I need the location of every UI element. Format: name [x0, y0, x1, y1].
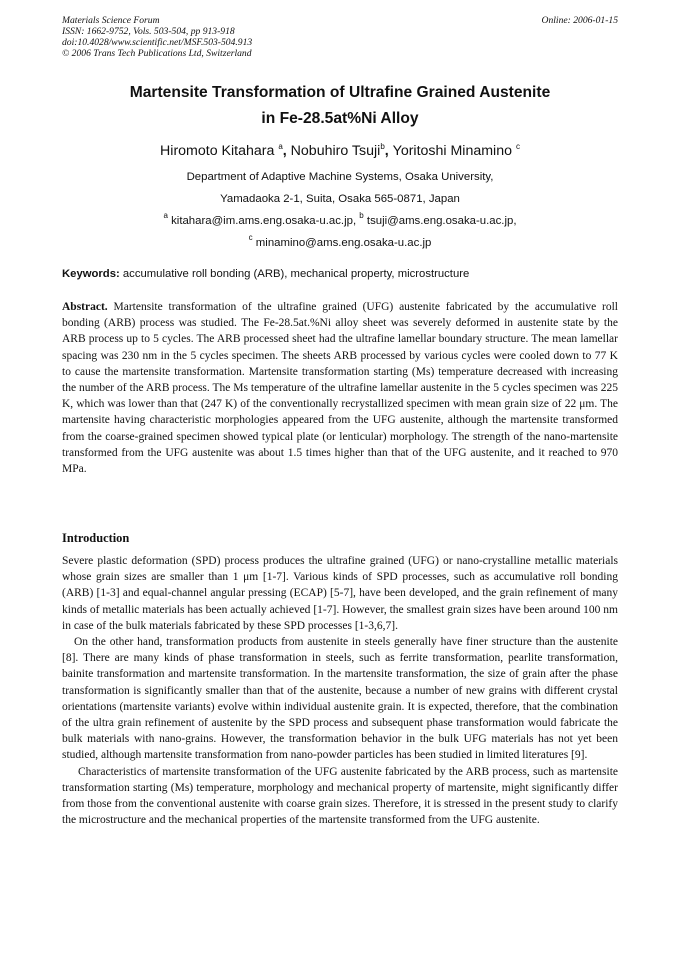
author-separator: , — [384, 143, 393, 159]
email-line — [62, 232, 618, 254]
title-line-2: in Fe-28.5at%Ni Alloy — [261, 110, 419, 127]
copyright-line: © 2006 Trans Tech Publications Ltd, Switzerland — [62, 48, 252, 59]
email-superscript: c — [248, 233, 253, 242]
address-line: Yamadaoka 2-1, Suita, Osaka 565-0871, Japan — [220, 193, 460, 205]
author-list — [62, 141, 618, 161]
introduction-body — [62, 553, 618, 828]
paragraph: Characteristics of martensite transformation of the UFG austenite fabricated by the ARB process, such as martensite transformation starting (Ms) temperature, morphology and mechanical property of martensite, might significantly differ from those from the conventional austenite with coarse grain sizes. Therefore, it is stressed in the present study to clarify the microstructure and the mechanical properties of the martensite transformed from the UFG austenite. — [62, 765, 618, 827]
email-address: tsuji@ams.eng.osaka-u.ac.jp, — [363, 215, 517, 227]
keywords-label: Keywords: — [62, 268, 120, 280]
email-line — [62, 210, 618, 232]
publication-header — [62, 15, 618, 59]
affiliation-block — [62, 166, 618, 254]
email-superscript: b — [359, 211, 364, 220]
abstract-label: Abstract. — [62, 301, 108, 313]
author-name: Hiromoto Kitahara — [160, 143, 279, 159]
paper-title — [62, 80, 618, 132]
author-superscript: b — [380, 142, 385, 151]
paragraph: Severe plastic deformation (SPD) process produces the ultrafine grained (UFG) or nano-crystalline metallic materials whose grain sizes are smaller than 1 μm [1-7]. Various kinds of SPD processes, such as accumulative roll bonding (ARB) [1-3] and equal-channel angular pressing (ECAP) [5-7], have been developed, and the grain refinement of many kinds of metallic materials has been actually achieved [1-7]. However, the smallest grain sizes have been around 100 nm in case of the bulk materials fabricated by these SPD processes [1-3,6,7]. — [62, 555, 618, 632]
keywords — [62, 266, 618, 282]
author-superscript: c — [515, 142, 520, 151]
affiliation-line: Department of Adaptive Machine Systems, Osaka University, — [186, 171, 494, 183]
doi-line: doi:10.4028/www.scientific.net/MSF.503-504.913 — [62, 37, 253, 48]
section-heading: Introduction — [62, 531, 130, 545]
email-address: kitahara@im.ams.eng.osaka-u.ac.jp, — [167, 215, 360, 227]
online-date: Online: 2006-01-15 — [541, 15, 618, 26]
author-name: Nobuhiro Tsuji — [290, 143, 381, 159]
author-name: Yoritoshi Minamino — [392, 143, 516, 159]
title-line-1: Martensite Transformation of Ultrafine Grained Austenite — [129, 84, 551, 101]
journal-name: Materials Science Forum — [62, 15, 160, 26]
email-address: minamino@ams.eng.osaka-u.ac.jp — [252, 237, 432, 249]
abstract — [62, 299, 618, 477]
abstract-text: Martensite transformation of the ultrafine grained (UFG) austenite fabricated by the accumulative roll bonding (ARB) process was studied. The Fe-28.5at.%Ni alloy sheet was severely deformed in austenite state by the ARB process up to 5 cycles. The ARB processed sheet had the ultrafine lamellar boundary structure. The mean lamellar spacing was 230 nm in the 5 cycles specimen. The sheets ARB processed by various cycles were cooled down to 77 K to cause the martensite transformation. Martensite transformation starting (Ms) temperature decreased with increasing the number of the ARB process. The Ms temperature of the ultrafine lamellar austenite in the 5 cycles specimen was 225 K, which was lower than that (247 K) of the conventionally recrystallized specimen with mean grain size of 22 μm. The martensite having characteristic morphologies appeared from the UFG austenite, although the martensite transformed from the coarse-grained specimen showed typical plate (or lenticular) morphology. The strength of the nano-martensite transformed from the UFG austenite was about 1.5 times higher than that of the UFG austenite, and it reached to 970 MPa. — [62, 301, 618, 476]
paragraph: On the other hand, transformation products from austenite in steels generally have finer structure than the austenite [8]. There are many kinds of phase transformation in steels, such as ferrite transformation, pearlite transformation, bainite transformation and martensite transformation. In the martensite transformation, the size of grain after the phase transformation is significantly smaller than that of the austenite, because a number of new grains with different crystal orientations (martensite variants) evolve within individual austenite grain. It is expected, therefore, that the combination of the ultra grain refinement of austenite by the SPD process and subsequent phase transformation would fabricate the bulk materials with nano-grains. However, the transformation behavior in the bulk UFG materials has not yet been studied, although martensite transformation from nano-powder particles has been studied in limited literatures [9]. — [62, 636, 618, 762]
email-superscript: a — [163, 211, 168, 220]
author-separator: , — [282, 143, 291, 159]
author-superscript: a — [278, 142, 283, 151]
issn-line: ISSN: 1662-9752, Vols. 503-504, pp 913-918 — [62, 26, 235, 37]
keywords-text: accumulative roll bonding (ARB), mechanical property, microstructure — [119, 268, 470, 280]
